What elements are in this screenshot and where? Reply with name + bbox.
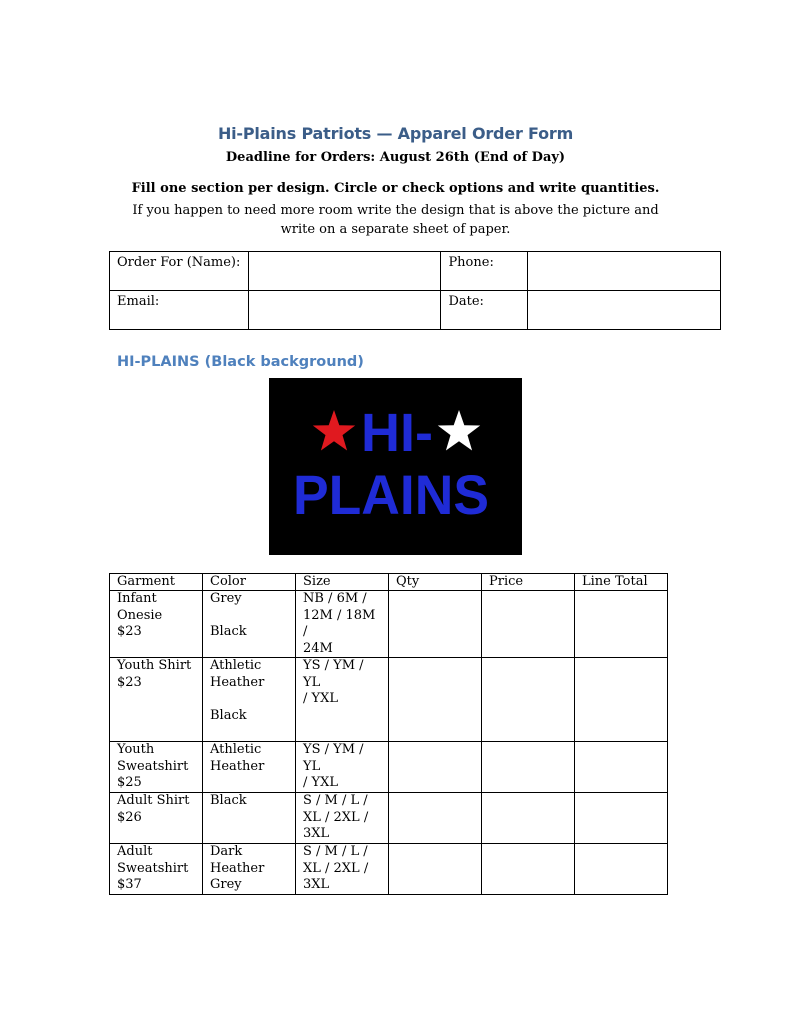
section-heading: HI-PLAINS (Black background) <box>117 354 364 370</box>
cell-text-line: Adult Shirt <box>117 793 190 808</box>
order-for-field[interactable] <box>248 252 441 291</box>
cell-text-line: Black <box>210 624 247 639</box>
line-total-field[interactable] <box>575 591 668 658</box>
cell-text-line: Adult <box>117 844 153 859</box>
qty-field[interactable] <box>389 793 482 844</box>
header-price: Price <box>482 574 575 591</box>
order-deadline: Deadline for Orders: August 26th (End of Day) <box>225 150 566 165</box>
phone-field[interactable] <box>528 252 721 291</box>
cell-text-line: $25 <box>117 775 142 790</box>
cell-text-line: 12M / 18M / <box>303 607 376 639</box>
cell-text-line: S / M / L / <box>303 844 368 859</box>
size-cell[interactable] <box>296 658 389 742</box>
cell-text-line: Infant <box>117 591 157 606</box>
date-field[interactable] <box>528 291 721 330</box>
cell-text-line: $37 <box>117 877 142 892</box>
color-cell[interactable] <box>203 793 296 844</box>
color-cell[interactable] <box>203 742 296 793</box>
cell-text-line: Black <box>210 793 247 808</box>
order-for-label: Order For (Name): <box>110 252 249 291</box>
cell-text-line: Grey <box>210 877 242 892</box>
white-star-icon <box>438 410 480 451</box>
cell-text-line: / YXL <box>303 775 338 790</box>
cell-text-line: Youth <box>117 742 155 757</box>
customer-info-table <box>109 251 721 330</box>
line-total-field[interactable] <box>575 793 668 844</box>
red-star-icon <box>313 410 355 451</box>
cell-text-line: $23 <box>117 624 142 639</box>
line-total-field[interactable] <box>575 658 668 742</box>
instruction-note: If you happen to need more room write the design that is above the picture and write on a separate sheet of paper. <box>132 203 659 237</box>
logo-line-plains: PLAINS <box>293 463 489 526</box>
cell-text-line: XL / 2XL / <box>303 809 369 825</box>
line-total-field[interactable] <box>575 742 668 793</box>
garment-cell <box>110 591 203 658</box>
cell-text-line: S / M / L / <box>303 793 368 808</box>
cell-text-line: 3XL <box>303 826 330 841</box>
table-row <box>110 844 668 895</box>
qty-field[interactable] <box>389 844 482 895</box>
cell-text-line: 24M <box>303 640 333 656</box>
size-cell[interactable] <box>296 793 389 844</box>
garment-cell <box>110 793 203 844</box>
table-row <box>110 591 668 658</box>
cell-text-line: Youth Shirt <box>117 658 192 673</box>
table-row <box>110 658 668 742</box>
cell-text-line: Onesie <box>117 607 163 623</box>
phone-label: Phone: <box>441 252 528 291</box>
table-row <box>110 742 668 793</box>
color-cell[interactable] <box>203 844 296 895</box>
size-cell[interactable] <box>296 591 389 658</box>
cell-text-line: Dark <box>210 844 243 859</box>
size-cell[interactable] <box>296 742 389 793</box>
cell-text-line: Black <box>210 707 247 723</box>
header-qty: Qty <box>389 574 482 591</box>
date-label: Date: <box>441 291 528 330</box>
cell-text-line: / YXL <box>303 691 338 706</box>
qty-field[interactable] <box>389 658 482 742</box>
color-cell[interactable] <box>203 658 296 742</box>
cell-text-line: NB / 6M / <box>303 591 367 606</box>
qty-field[interactable] <box>389 591 482 658</box>
cell-text-line: YS / YM / YL <box>303 658 364 690</box>
price-field[interactable] <box>482 793 575 844</box>
header-garment: Garment <box>110 574 203 591</box>
order-table <box>109 573 668 895</box>
price-field[interactable] <box>482 844 575 895</box>
instruction-bold: Fill one section per design. Circle or check options and write quantities. <box>131 181 660 196</box>
cell-text-line: Sweatshirt <box>117 860 189 876</box>
size-cell[interactable] <box>296 844 389 895</box>
cell-text-line: Athletic <box>210 742 262 757</box>
cell-text-line: XL / 2XL / <box>303 860 369 876</box>
cell-text-line: $26 <box>117 809 142 825</box>
order-table-header <box>110 574 668 591</box>
cell-text-line: 3XL <box>303 877 330 892</box>
garment-cell <box>110 658 203 742</box>
email-field[interactable] <box>248 291 441 330</box>
logo-graphic <box>269 380 522 555</box>
header-line-total: Line Total <box>575 574 668 591</box>
table-row <box>110 793 668 844</box>
qty-field[interactable] <box>389 742 482 793</box>
cell-text-line: $23 <box>117 674 142 690</box>
price-field[interactable] <box>482 742 575 793</box>
price-field[interactable] <box>482 658 575 742</box>
form-title: Hi-Plains Patriots — Apparel Order Form <box>217 124 574 143</box>
cell-text-line: Sweatshirt <box>117 758 189 774</box>
header-color: Color <box>203 574 296 591</box>
hi-plains-logo <box>269 380 522 555</box>
email-label: Email: <box>110 291 249 330</box>
cell-text-line: Heather <box>210 758 265 774</box>
color-cell[interactable] <box>203 591 296 658</box>
price-field[interactable] <box>482 591 575 658</box>
line-total-field[interactable] <box>575 844 668 895</box>
logo-line-hi: HI- <box>361 403 433 463</box>
cell-text-line: Athletic <box>210 658 262 673</box>
garment-cell <box>110 742 203 793</box>
garment-cell <box>110 844 203 895</box>
cell-text-line: YS / YM / YL <box>303 742 364 774</box>
cell-text-line: Grey <box>210 591 242 606</box>
cell-text-line: Heather <box>210 674 265 690</box>
header-size: Size <box>296 574 389 591</box>
cell-text-line: Heather <box>210 860 265 876</box>
